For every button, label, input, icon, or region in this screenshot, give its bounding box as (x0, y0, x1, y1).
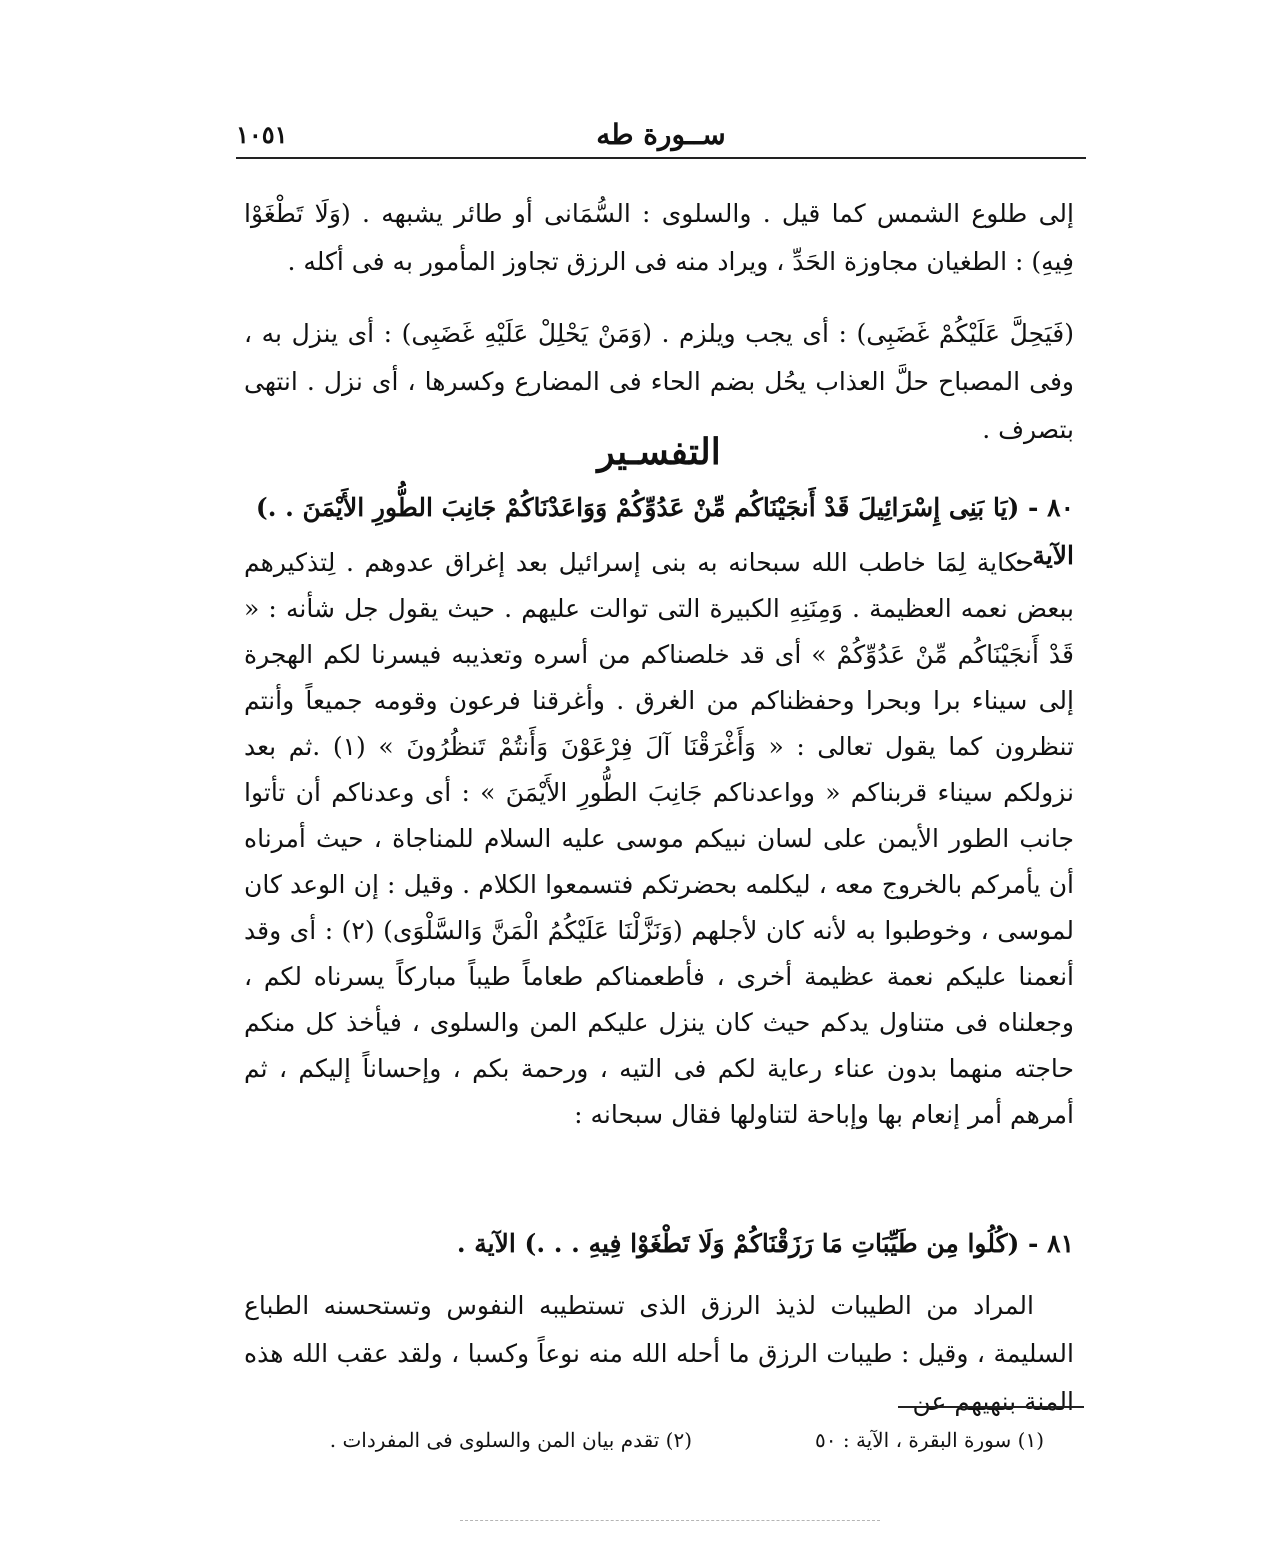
verse-heading-81: ٨١ - (كُلُوا مِن طَيِّبَاتِ مَا رَزَقْنَاكُمْ وَلَا تَطْغَوْا فِيهِ . . .) الآية . (456, 1229, 1074, 1258)
footnote-1: (١) سورة البقرة ، الآية : ٥٠ (815, 1428, 1044, 1452)
footnote-2: (٢) تقدم بيان المن والسلوى فى المفردات . (329, 1428, 692, 1452)
vocabulary-paragraph-ghadab: (فَيَحِلَّ عَلَيْكُمْ غَضَبِى) : أى يجب ويلزم . (وَمَنْ يَحْلِلْ عَلَيْهِ غَضَبِى) : أى ينزل به ، وفى المصباح حلَّ العذاب يحُل بضم الحاء فى المضارع وكسرها ، أى نزل . انتهى بتصرف . (244, 319, 1074, 444)
vocabulary-paragraph-tughyan: إلى طلوع الشمس كما قيل . والسلوى : السُّمَانى أو طائر يشبهه . (وَلَا تَطْغَوْا فِيهِ) : الطغيان مجاوزة الحَدِّ ، ويراد منه فى الرزق تجاوز المأمور به فى أكله . (244, 199, 1074, 276)
bottom-scan-line (460, 1520, 880, 1521)
verse-heading-80: ٨٠ - (يَا بَنِى إِسْرَائِيلَ قَدْ أَنجَيْنَاكُم مِّنْ عَدُوِّكُمْ وَوَاعَدْنَاكُمْ جَانِبَ الطُّورِ الأَيْمَنَ . .) الآية . (255, 493, 1074, 570)
tafsir-paragraph-81: المراد من الطيبات لذيذ الرزق الذى تستطيبه النفوس وتستحسنه الطباع السليمة ، وقيل : طيبات الرزق ما أحله الله منه نوعاً وكسبا ، ولقد عقب الله هذه المنة بنهيهم عن (244, 1291, 1074, 1416)
tafsir-paragraph-80: حكاية لِمَا خاطب الله سبحانه به بنى إسرائيل بعد إغراق عدوهم . لِتذكيرهم ببعض نعمه العظيمة . وَمِنَنِهِ الكبيرة التى توالت عليهم . حيث يقول جل شأنه : « قَدْ أَنجَيْنَاكُم مِّنْ عَدُوِّكُمْ » أى قد خلصناكم من أسره وتعذيبه فيسرنا لكم الهجرة إلى سيناء برا وبحرا وحفظناكم من الغرق . وأغرقنا فرعون وقومه جميعاً وأنتم تنظرون كما يقول تعالى : « وَأَغْرَقْنَا آلَ فِرْعَوْنَ وَأَنتُمْ تَنظُرُونَ » (١) .ثم بعد نزولكم سيناء قربناكم « وواعدناكم جَانِبَ الطُّورِ الأَيْمَنَ » : أى وعدناكم أن تأتوا جانب الطور الأيمن على لسان نبيكم موسى عليه السلام للمناجاة ، حيث أمرناه أن يأمركم بالخروج معه ، ليكلمه بحضرتكم فتسمعوا الكلام . وقيل : إن الوعد كان لموسى ، وخوطبوا به لأنه كان لأجلهم (وَنَزَّلْنَا عَلَيْكُمُ الْمَنَّ وَالسَّلْوَى) (٢) : أى وقد أنعمنا عليكم نعمة عظيمة أخرى ، فأطعمناكم طعاماً طيباً مباركاً يسرناه لكم ، وجعلناه فى متناول يدكم حيث كان ينزل عليكم المن والسلوى ، فيأخذ كل منكم حاجته منهما بدون عناء رعاية لكم فى التيه ، ورحمة بكم ، وإحساناً إليكم ، ثم أمرهم أمر إنعام بها وإباحة لتناولها فقال سبحانه : (244, 548, 1075, 1129)
section-heading-tafsir: التفسـير (597, 431, 721, 473)
page-number: ١٠٥١ (236, 120, 288, 149)
header-divider (236, 157, 1086, 159)
running-header (236, 118, 1086, 158)
footnote-divider (898, 1406, 1084, 1408)
surah-title: ســورة طه (596, 118, 726, 151)
